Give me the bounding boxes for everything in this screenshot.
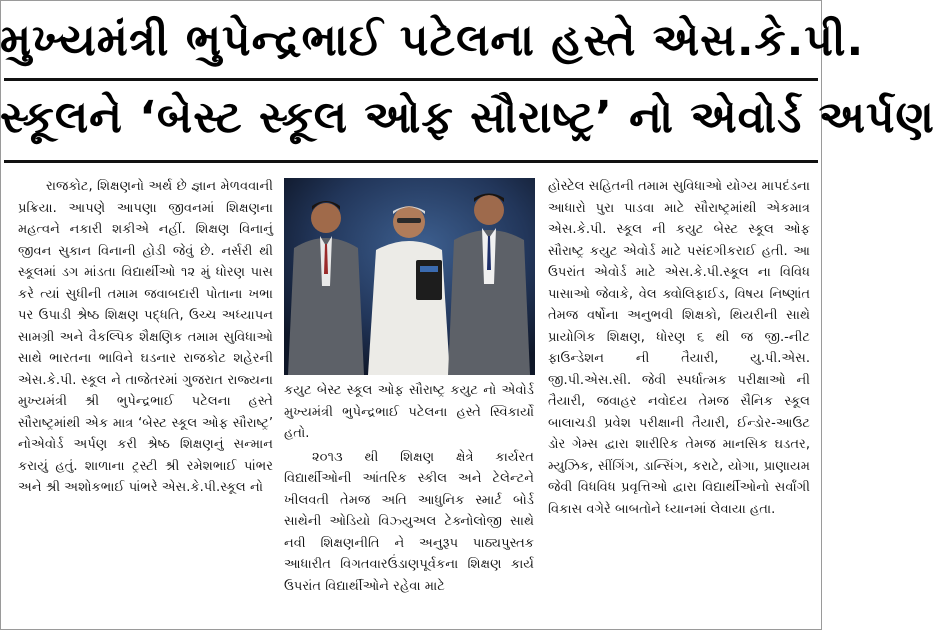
article-mid-column (284, 380, 534, 597)
headline-line-2: સ્કૂલને ‘બેસ્ટ સ્કૂલ ઓફ સૌરાષ્ટ્ર’ નો એવોર્ડ અર્પણ (0, 92, 935, 143)
article-left-column (18, 176, 273, 499)
article-right-text: હોસ્ટેલ સહિતની તમામ સુવિધાઓ યોગ્ય માપદંડના આધારો પુરા પાડવા માટે સૌરાષ્ટ્રમાંથી એકમાત્ર એસ.કે.પી. સ્કૂલ ની કયુટ બેસ્ટ સ્કૂલ ઓફ સૌરાષ્ટ્ર કયુટ એવોર્ડ માટે પસંદગીકરાઈ હતી. આ ઉપરાંત એવોર્ડ માટે એસ.કે.પી.સ્કૂલ ના વિવિધ પાસાઓ જેવાકે, વેલ ક્વોલિફાઈડ, વિષય નિષ્ણાંત તેમજ વર્ષોના અનુભવી શિક્ષકો, થિયરીની સાથે પ્રાયોગિક શિક્ષણ, ધોરણ ૬ થી જ જી.-નીટ ફાઉન્ડેશન ની તૈયારી, યુ.પી.એસ. જી.પી.એસ.સી. જેવી સ્પર્ધાત્મક પરીક્ષાઓ ની તૈયારી, જવાહર નવોદય તેમજ સૈનિક સ્કૂલ બાલાચડી પ્રવેશ પરીક્ષાની તૈયારી, ઈન્ડોર-આઉટ ડોર ગેમ્સ દ્વારા શારીરિક તેમજ માનસિક ઘડતર, મ્યુઝિક, સીંગિંગ, ડાન્સિંગ, કરાટે, યોગા, પ્રાણાયમ જેવી વિધવિધ પ્રવૃત્તિઓ દ્વારા વિદ્યાર્થીઓનો સર્વાંગી વિકાસ વગેરે બાબતોને ધ્યાનમાં લેવાયા હતા. (548, 179, 810, 517)
headline-line-1: મુખ્યમંત્રી ભુપેન્દ્રભાઈ પટેલના હસ્તે એસ.કે.પી. (0, 15, 865, 66)
headline-divider-2 (4, 160, 818, 163)
award-photo (284, 178, 535, 375)
article-mid-text: ૨૦૧૩ થી શિક્ષણ ક્ષેત્રે કાર્યરત વિદ્યાર્થીઓની આંતરિક સ્કીલ અને ટેલેન્ટને ખીલવતી તેમજ અતિ આધુનિક સ્માર્ટ બોર્ડ સાથેની ઓડિયો વિઝ્યુઅલ ટેક્નોલોજી સાથે નવી શિક્ષણનીતિ ને અનુરૂપ પાઠ્યપુસ્તક આધારીત વિગતવારઉંડાણપૂર્વકના શિક્ષણ કાર્ય ઉપરાંત વિદ્યાર્થીઓને રહેવા માટે (284, 449, 534, 594)
article-right-column (548, 176, 810, 520)
award-photo-illustration (284, 178, 535, 375)
photo-caption: કયુટ બેસ્ટ સ્કૂલ ઓફ સૌરાષ્ટ્ર કયુટ નો એવોર્ડ મુખ્યમંત્રી ભુપેન્દ્રભાઈ પટેલના હસ્તે સ્વિકાર્યો હતો. (284, 383, 534, 441)
headline-divider-1 (4, 78, 818, 81)
article-left-text: રાજકોટ, શિક્ષણનો અર્થ છે જ્ઞાન મેળવવાની પ્રક્રિયા. આપણે આપણા જીવનમાં શિક્ષણના મહત્વને નકારી શકીએ નહીં. શિક્ષણ વિનાનું જીવન સુકાન વિનાની હોડી જેવું છે. નર્સરી થી સ્કૂલમાં ડગ માંડતા વિદ્યાર્થીઓ ૧૨ મું ધોરણ પાસ કરે ત્યાં સુધીની તમામ જવાબદારી પોતાના ખભા પર ઉપાડી શ્રેષ્ઠ શિક્ષણ પદ્ધતિ, ઉચ્ચ અધ્યાપન સામગ્રી અને વૈકલ્પિક શૈક્ષણિક તમામ સુવિધાઓ સાથે ભારતના ભાવિને ઘડનાર રાજકોટ શહેરની એસ.કે.પી. સ્કૂલ ને તાજેતરમાં ગુજરાત રાજ્યના મુખ્યમંત્રી શ્રી ભુપેન્દ્રભાઈ પટેલના હસ્તે સૌરાષ્ટ્રમાંથી એક માત્ર ‘બેસ્ટ સ્કૂલ ઓફ સૌરાષ્ટ્ર’ નોએવોર્ડ અર્પણ કરી શ્રેષ્ઠ શિક્ષણનું સન્માન કરાયું હતું. શાળાના ટ્રસ્ટી શ્રી રમેશભાઈ પાંભર અને શ્રી અશોકભાઈ પાંભરે એસ.કે.પી.સ્કૂલ નો (18, 179, 273, 495)
